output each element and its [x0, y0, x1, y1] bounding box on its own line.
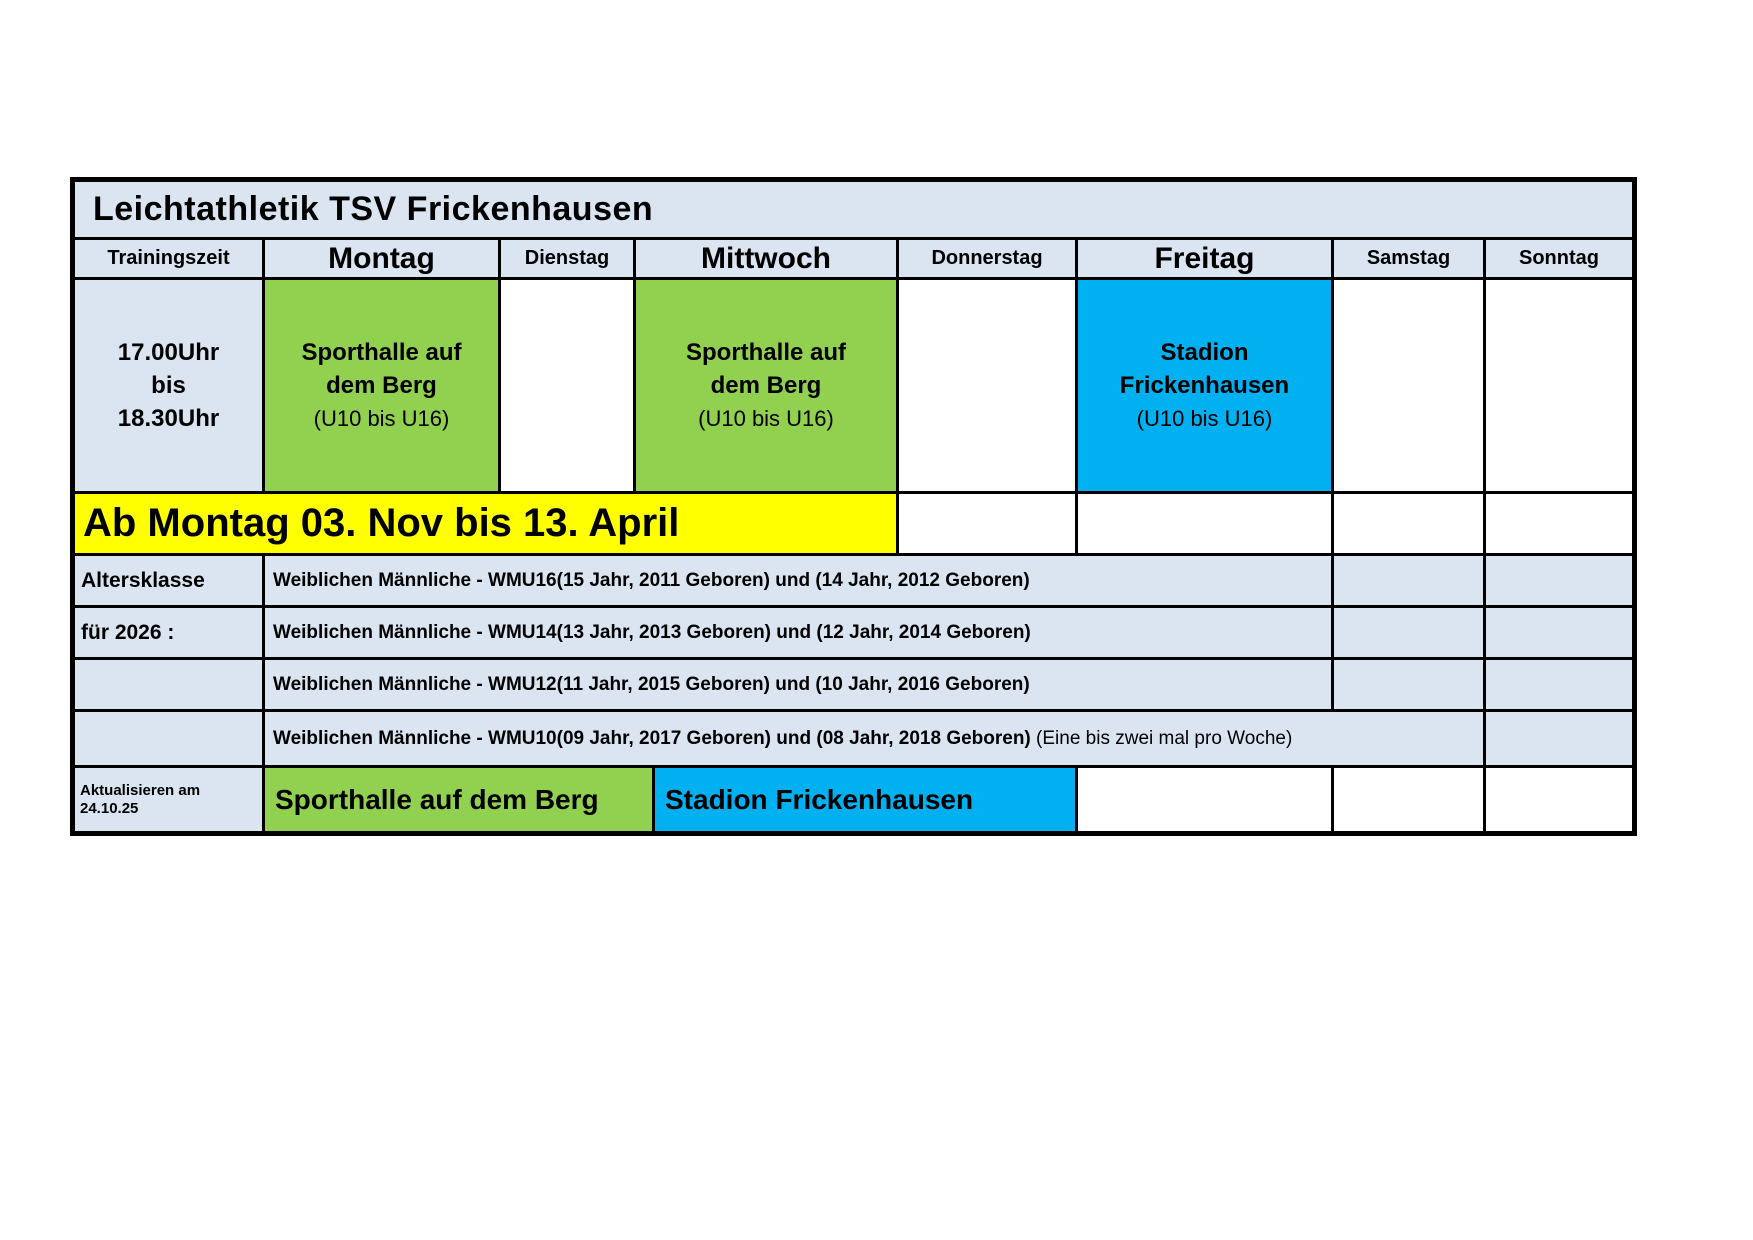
- legend-blue-text: Stadion Frickenhausen: [665, 783, 974, 815]
- updated-label: Aktualisieren am: [80, 781, 201, 799]
- age-range-label: (U10 bis U16): [698, 406, 834, 431]
- friday-location-cell: [1078, 280, 1334, 491]
- header-mittwoch: Mittwoch: [636, 240, 899, 277]
- header-freitag: Freitag: [1078, 240, 1334, 277]
- empty-cell: [1334, 768, 1486, 831]
- location-line: Sporthalle auf: [685, 339, 847, 366]
- sunday-empty-cell: [1486, 280, 1632, 491]
- empty-cell: [1078, 494, 1334, 553]
- empty-cell: [1078, 768, 1334, 831]
- age-group-text-cell: [265, 556, 1334, 605]
- age-range-label: (U10 bis U16): [313, 406, 450, 431]
- updated-text: [75, 782, 200, 818]
- age-group-row-wmu12: [75, 660, 1632, 712]
- empty-cell: [1486, 494, 1632, 553]
- updated-date: 24.10.25: [80, 799, 139, 817]
- age-group-note: (Eine bis zwei mal pro Woche): [1030, 727, 1293, 749]
- age-group-label: [75, 712, 265, 765]
- header-trainingszeit: Trainingszeit: [75, 240, 265, 277]
- location-line: Stadion: [1160, 339, 1249, 366]
- period-banner-text: Ab Montag 03. Nov bis 13. April: [83, 501, 680, 545]
- time-line: 18.30Uhr: [117, 405, 220, 432]
- wednesday-location-cell: [636, 280, 899, 491]
- training-schedule-table: [70, 177, 1637, 836]
- age-group-text-cell: [265, 660, 1334, 709]
- age-group-text: Weiblichen Männliche - WMU12(11 Jahr, 2015 Geboren) und (10 Jahr, 2016 Geboren): [273, 673, 1030, 695]
- age-group-text: Weiblichen Männliche - WMU16(15 Jahr, 2011 Geboren) und (14 Jahr, 2012 Geboren): [273, 569, 1030, 591]
- empty-cell: [1486, 556, 1632, 605]
- footer-row: [75, 768, 1632, 831]
- age-group-row-wmu16: [75, 556, 1632, 608]
- age-group-label: [75, 608, 265, 657]
- training-time-cell: [75, 280, 265, 491]
- age-group-row-wmu14: [75, 608, 1632, 660]
- location-line: dem Berg: [326, 372, 437, 399]
- location-line: Sporthalle auf: [301, 339, 462, 366]
- age-group-text-cell: [265, 608, 1334, 657]
- empty-cell: [1486, 660, 1632, 709]
- header-dienstag: Dienstag: [501, 240, 636, 277]
- empty-cell: [1486, 768, 1632, 831]
- legend-green-text: Sporthalle auf dem Berg: [275, 783, 599, 815]
- thursday-empty-cell: [899, 280, 1078, 491]
- header-sonntag: Sonntag: [1486, 240, 1632, 277]
- page-title: Leichtathletik TSV Frickenhausen: [75, 182, 1632, 237]
- age-group-label: [75, 660, 265, 709]
- title-row: [75, 182, 1632, 240]
- empty-cell: [1486, 712, 1632, 765]
- header-montag: Montag: [265, 240, 501, 277]
- period-banner-row: [75, 494, 1632, 556]
- legend-green-cell: [265, 768, 655, 831]
- location-line: dem Berg: [710, 372, 822, 399]
- empty-cell: [1334, 494, 1486, 553]
- monday-location-cell: [265, 280, 501, 491]
- updated-cell: [75, 768, 265, 831]
- header-donnerstag: Donnerstag: [899, 240, 1078, 277]
- empty-cell: [1334, 556, 1486, 605]
- schedule-row: [75, 280, 1632, 494]
- header-row: [75, 240, 1632, 280]
- legend-blue-cell: [655, 768, 1078, 831]
- time-line: 17.00Uhr: [117, 339, 220, 366]
- age-group-label-text: Altersklasse: [81, 568, 205, 592]
- age-group-label-text: für 2026 :: [81, 620, 175, 644]
- period-banner: [75, 494, 899, 553]
- header-samstag: Samstag: [1334, 240, 1486, 277]
- tuesday-empty-cell: [501, 280, 636, 491]
- age-group-label: [75, 556, 265, 605]
- age-group-text: Weiblichen Männliche - WMU10(09 Jahr, 2017 Geboren) und (08 Jahr, 2018 Geboren): [273, 727, 1031, 749]
- empty-cell: [1334, 660, 1486, 709]
- location-line: Frickenhausen: [1119, 372, 1290, 399]
- empty-cell: [899, 494, 1078, 553]
- age-group-text: Weiblichen Männliche - WMU14(13 Jahr, 2013 Geboren) und (12 Jahr, 2014 Geboren): [273, 621, 1031, 643]
- saturday-empty-cell: [1334, 280, 1486, 491]
- age-group-text-cell: [265, 712, 1486, 765]
- age-group-row-wmu10: [75, 712, 1632, 768]
- age-range-label: (U10 bis U16): [1136, 406, 1273, 431]
- time-line: bis: [151, 372, 186, 399]
- empty-cell: [1334, 608, 1486, 657]
- empty-cell: [1486, 608, 1632, 657]
